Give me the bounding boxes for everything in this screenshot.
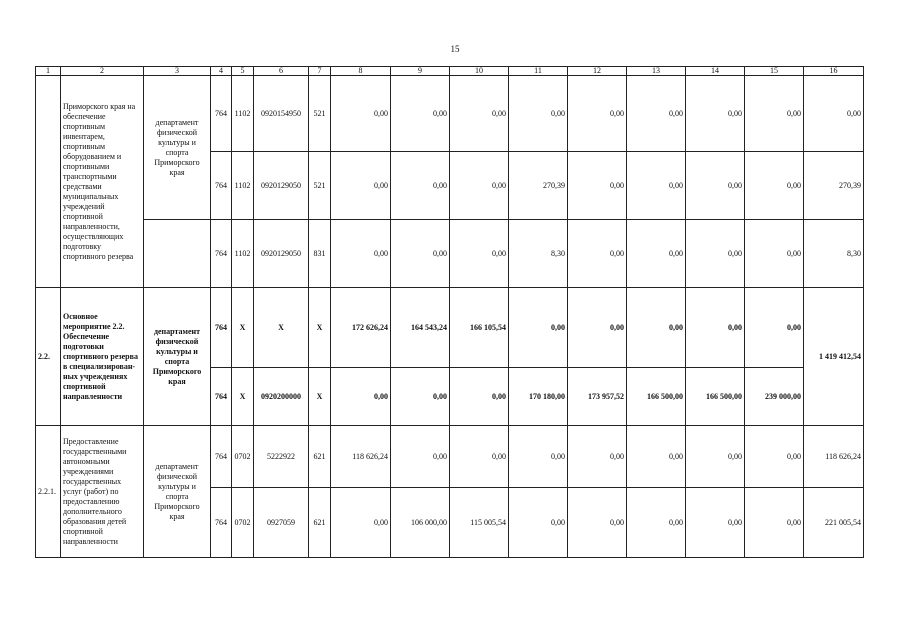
table-cell: 0,00	[686, 76, 745, 152]
column-header: 15	[745, 67, 804, 76]
column-header: 10	[450, 67, 509, 76]
table-cell: 239 000,00	[745, 368, 804, 426]
table-cell: 0,00	[331, 488, 391, 558]
table-cell: 115 005,54	[450, 488, 509, 558]
column-header: 5	[232, 67, 254, 76]
table-cell: X	[254, 288, 309, 368]
table-cell: 166 500,00	[627, 368, 686, 426]
item-name: Основное мероприятие 2.2. Обеспечение подготовки спортивного резерва в специализирован-ных учреждениях спортивной направленности	[61, 288, 144, 426]
table-row	[36, 426, 864, 488]
table-body	[36, 67, 864, 558]
table-row	[36, 288, 864, 368]
column-header: 16	[804, 67, 864, 76]
table-cell: X	[309, 368, 331, 426]
table-cell: 0,00	[568, 488, 627, 558]
table-cell: 0702	[232, 488, 254, 558]
table-cell: 0,00	[686, 426, 745, 488]
table-cell: 0,00	[745, 426, 804, 488]
table-cell: 0,00	[450, 220, 509, 288]
table-cell: 118 626,24	[804, 426, 864, 488]
table-cell: 0,00	[804, 76, 864, 152]
table-cell: 0,00	[331, 368, 391, 426]
table-cell: 1102	[232, 76, 254, 152]
table-cell: 0,00	[568, 426, 627, 488]
table-cell: 173 957,52	[568, 368, 627, 426]
table-cell: 621	[309, 488, 331, 558]
column-header: 1	[36, 67, 61, 76]
department-cell: департамент физической культуры и спорта Приморского края	[144, 426, 211, 558]
column-header: 13	[627, 67, 686, 76]
table-cell: 0,00	[745, 76, 804, 152]
table-cell: X	[309, 288, 331, 368]
item-code: 2.2.	[36, 288, 61, 426]
header-row	[36, 67, 864, 76]
table-cell: 764	[211, 76, 232, 152]
table-cell: 0,00	[331, 220, 391, 288]
column-header: 14	[686, 67, 745, 76]
table-cell: 0,00	[745, 288, 804, 368]
table-cell: 0,00	[686, 152, 745, 220]
table-cell: 0,00	[745, 220, 804, 288]
table-cell: X	[232, 368, 254, 426]
table-cell: 0,00	[450, 368, 509, 426]
column-header: 2	[61, 67, 144, 76]
page-number: 15	[450, 44, 460, 54]
table-cell: 521	[309, 76, 331, 152]
table-cell: 0,00	[568, 76, 627, 152]
table-cell: 764	[211, 220, 232, 288]
column-header: 12	[568, 67, 627, 76]
total-cell: 1 419 412,54	[804, 288, 864, 426]
item-name: Предоставление государственными автономными учреждениями государственных услуг (работ) по предоставлению дополнительного образования детей спортивной направленности	[61, 426, 144, 558]
table-cell: 166 500,00	[686, 368, 745, 426]
table-cell: 0,00	[627, 76, 686, 152]
table-cell: X	[232, 288, 254, 368]
table-cell: 0702	[232, 426, 254, 488]
table-cell: 0,00	[627, 488, 686, 558]
table-cell: 8,30	[804, 220, 864, 288]
table-cell: 0,00	[331, 152, 391, 220]
table-cell: 0,00	[391, 368, 450, 426]
table-row	[36, 220, 864, 288]
column-header: 4	[211, 67, 232, 76]
item-name: Приморского края на обеспечение спортивным инвентарем, спортивным оборудованием и спортивными транспортными средствами муниципальных учреждений спортивной направленности, осуществляющих подготовку спортивного резерва	[61, 76, 144, 288]
table-cell: 164 543,24	[391, 288, 450, 368]
table-cell: 0,00	[509, 76, 568, 152]
table-cell: 1102	[232, 152, 254, 220]
table-cell: 170 180,00	[509, 368, 568, 426]
table-cell: 0920154950	[254, 76, 309, 152]
table-cell: 0,00	[686, 488, 745, 558]
column-header: 3	[144, 67, 211, 76]
table-cell: 0,00	[331, 76, 391, 152]
table-cell: 0,00	[745, 488, 804, 558]
table-cell: 0920129050	[254, 220, 309, 288]
table-cell: 0,00	[627, 220, 686, 288]
department-cell: департамент физической культуры и спорта Приморского края	[144, 76, 211, 220]
table-cell: 764	[211, 488, 232, 558]
table-cell: 270,39	[804, 152, 864, 220]
table-cell: 764	[211, 288, 232, 368]
table-cell: 0,00	[686, 220, 745, 288]
column-header: 9	[391, 67, 450, 76]
table-cell: 0,00	[509, 488, 568, 558]
table-cell: 764	[211, 368, 232, 426]
table-cell: 0,00	[450, 426, 509, 488]
table-cell: 8,30	[509, 220, 568, 288]
table-cell: 0,00	[391, 220, 450, 288]
table-cell: 0,00	[627, 288, 686, 368]
table-cell: 621	[309, 426, 331, 488]
table-cell: 0,00	[627, 426, 686, 488]
table-cell: 118 626,24	[331, 426, 391, 488]
table-cell: 1102	[232, 220, 254, 288]
code-cell	[36, 76, 61, 288]
table-cell: 0,00	[450, 152, 509, 220]
item-code: 2.2.1.	[36, 426, 61, 558]
table-cell: 0,00	[568, 152, 627, 220]
table-cell: 270,39	[509, 152, 568, 220]
table-cell: 0,00	[568, 220, 627, 288]
department-cell-empty	[144, 220, 211, 288]
table-cell: 0,00	[627, 152, 686, 220]
table-cell: 0,00	[509, 426, 568, 488]
table-cell: 0,00	[568, 288, 627, 368]
column-header: 6	[254, 67, 309, 76]
table-cell: 221 005,54	[804, 488, 864, 558]
table-cell: 521	[309, 152, 331, 220]
column-header: 11	[509, 67, 568, 76]
table-cell: 0,00	[391, 152, 450, 220]
column-header: 7	[309, 67, 331, 76]
table-cell: 0,00	[745, 152, 804, 220]
budget-table	[35, 66, 864, 558]
table-cell: 106 000,00	[391, 488, 450, 558]
table-cell: 5222922	[254, 426, 309, 488]
table-cell: 172 626,24	[331, 288, 391, 368]
department-cell: департамент физической культуры и спорта Приморского края	[144, 288, 211, 426]
table-cell: 0,00	[391, 76, 450, 152]
table-cell: 764	[211, 152, 232, 220]
table-cell: 0920200000	[254, 368, 309, 426]
table-cell: 0927059	[254, 488, 309, 558]
table-cell: 0,00	[509, 288, 568, 368]
table-cell: 166 105,54	[450, 288, 509, 368]
table-cell: 831	[309, 220, 331, 288]
table-cell: 0,00	[450, 76, 509, 152]
table-row	[36, 76, 864, 152]
column-header: 8	[331, 67, 391, 76]
table-cell: 0920129050	[254, 152, 309, 220]
table-cell: 0,00	[391, 426, 450, 488]
table-cell: 0,00	[686, 288, 745, 368]
table-cell: 764	[211, 426, 232, 488]
